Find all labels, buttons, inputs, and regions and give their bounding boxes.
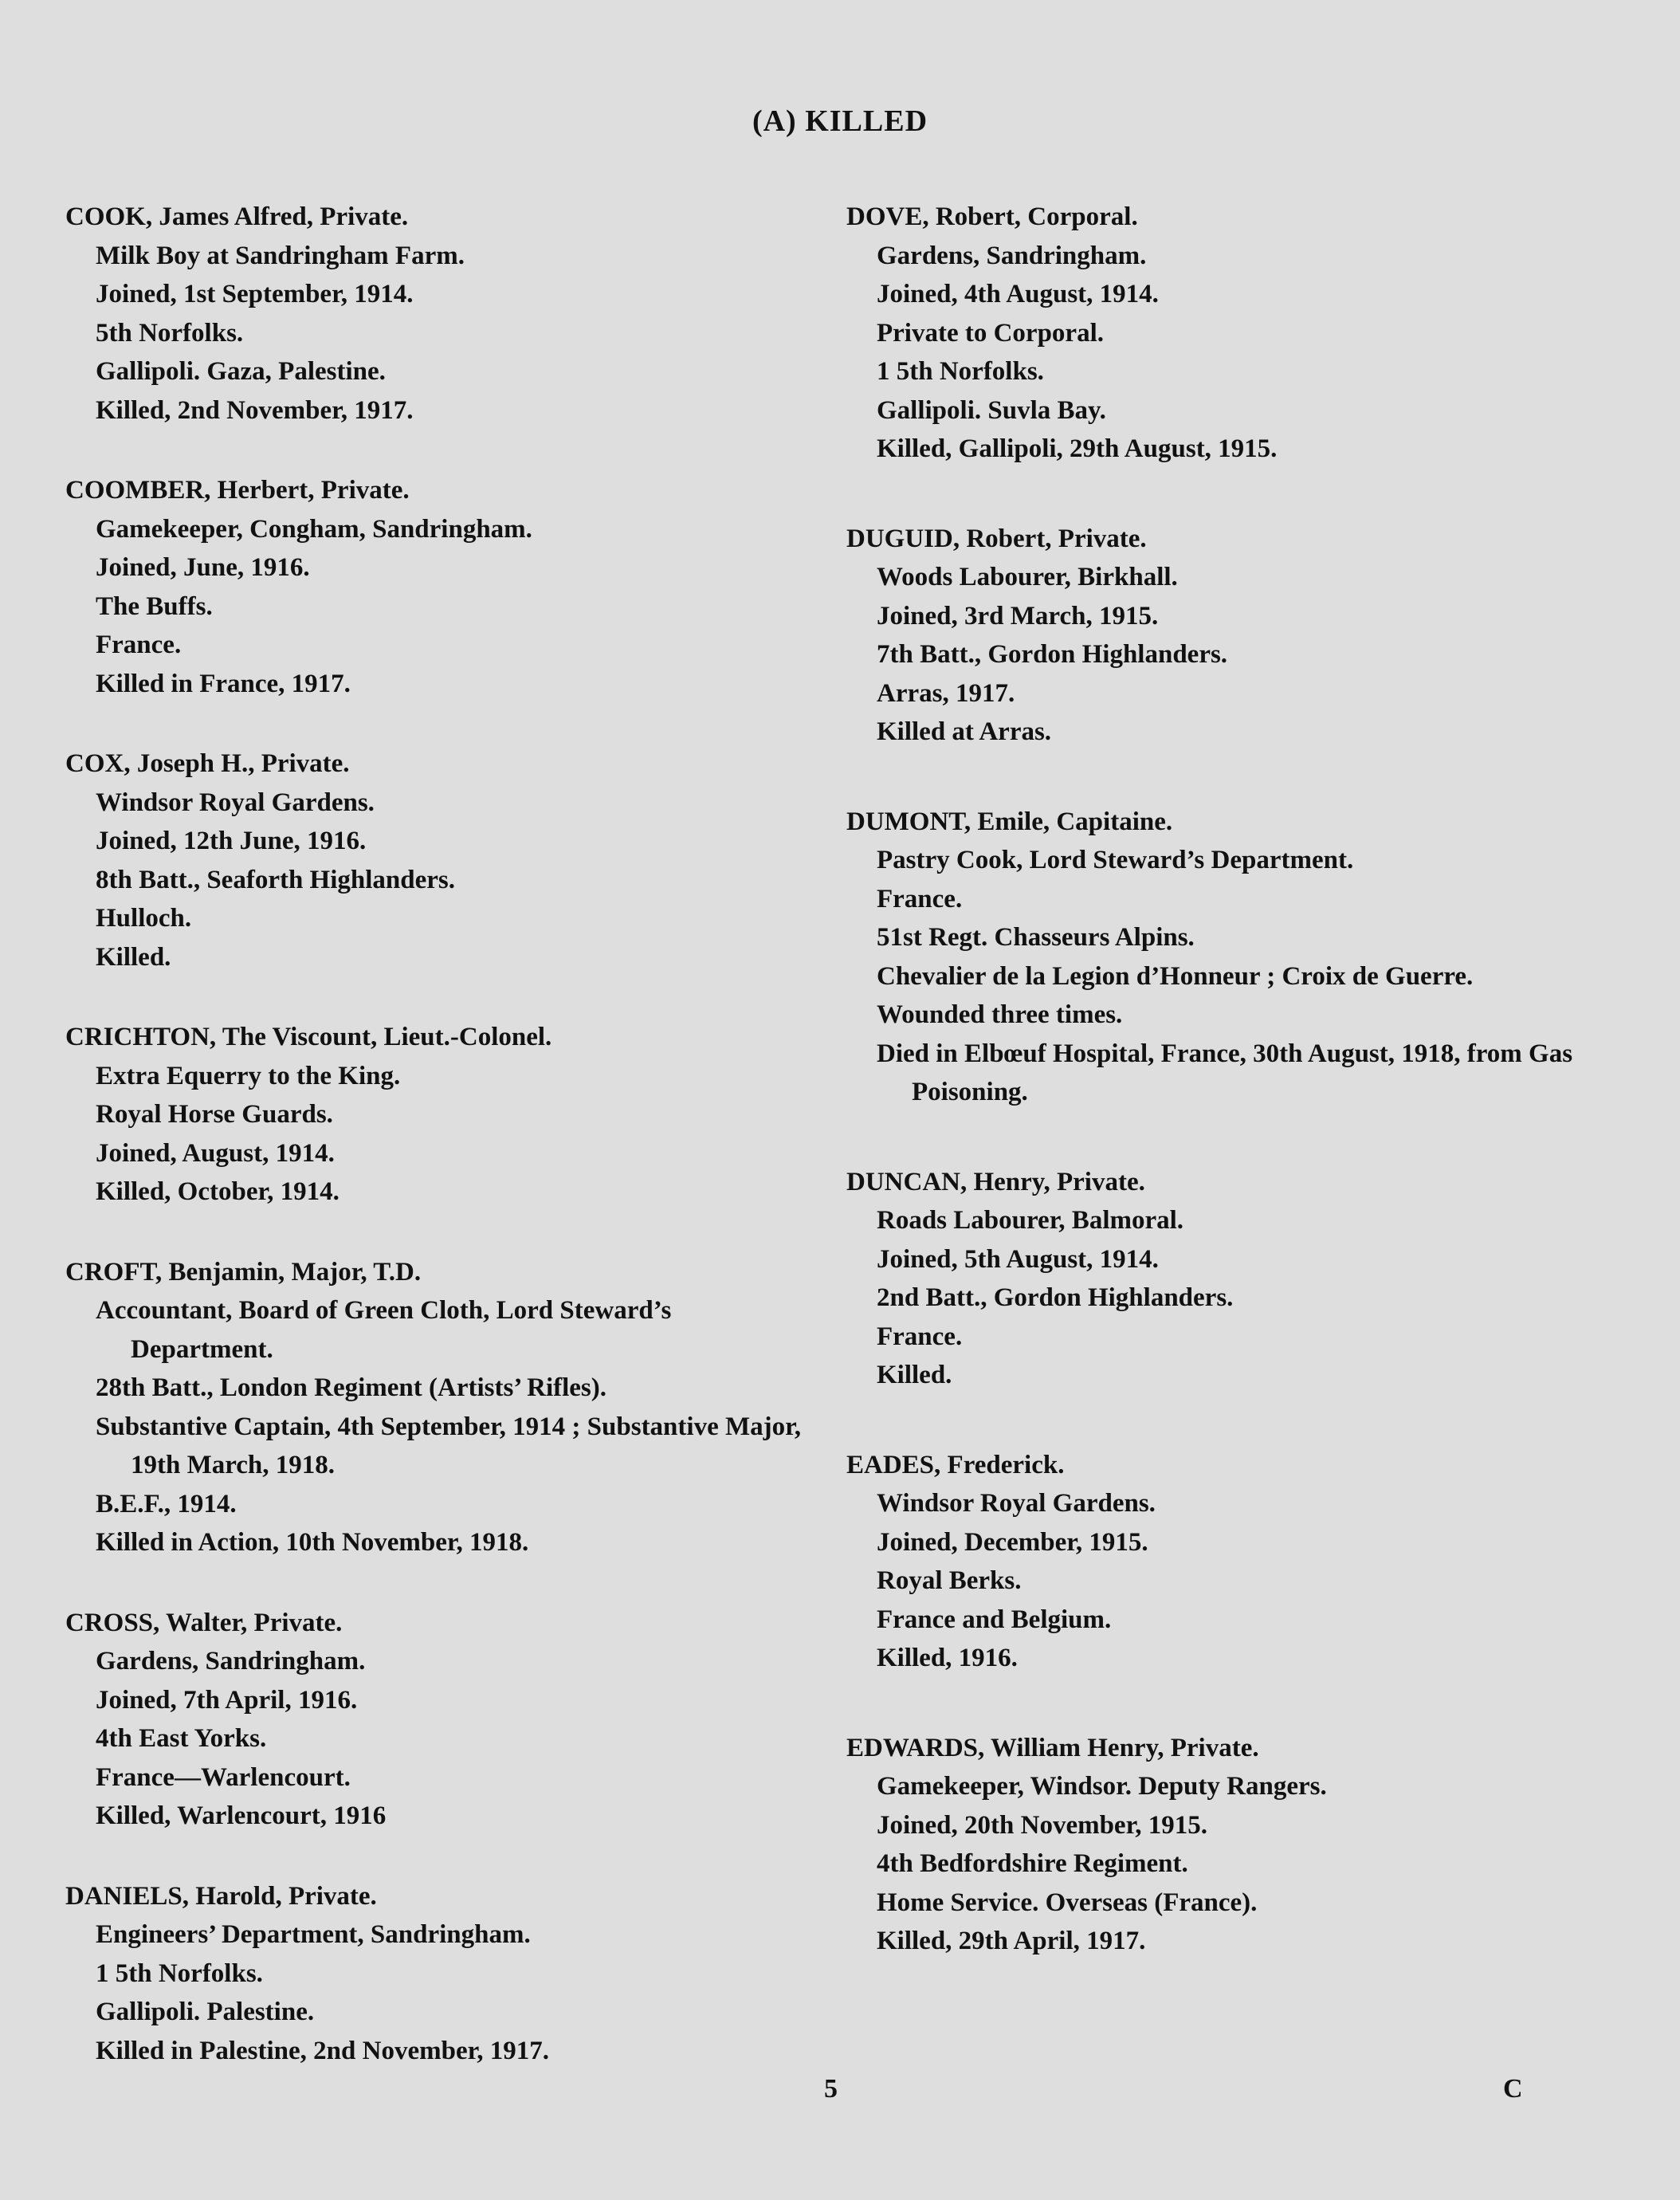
casualty-detail: Private to Corporal. [877, 318, 1104, 348]
casualty-detail: 1 5th Norfolks. [96, 1958, 263, 1988]
casualty-entry [65, 744, 807, 976]
casualty-detail: Killed, October, 1914. [96, 1177, 340, 1206]
casualty-detail: Arras, 1917. [877, 678, 1015, 708]
casualty-detail: Killed in Palestine, 2nd November, 1917. [96, 2036, 549, 2065]
casualty-detail: 5th Norfolks. [96, 318, 244, 348]
casualty-detail: Joined, 12th June, 1916. [96, 827, 367, 855]
casualty-detail: France and Belgium. [877, 1605, 1112, 1634]
casualty-name: EADES, Frederick. [846, 1450, 1065, 1479]
casualty-detail: 28th Batt., London Regiment (Artists’ Rifles). [96, 1373, 607, 1402]
casualty-detail: Died in Elbœuf Hospital, France, 30th August, 1918, from Gas Poisoning. [877, 1039, 1573, 1106]
casualty-detail: Joined, August, 1914. [96, 1138, 335, 1168]
casualty-detail: Killed at Arras. [877, 717, 1052, 746]
casualty-name: COX, Joseph H., Private. [65, 749, 350, 778]
casualty-name: DOVE, Robert, Corporal. [846, 202, 1138, 231]
casualty-entry [846, 1163, 1611, 1395]
entry-spacer [65, 430, 807, 471]
casualty-entry [846, 198, 1611, 469]
casualty-detail: Joined, 3rd March, 1915. [877, 601, 1159, 631]
casualty-detail: The Buffs. [96, 591, 213, 621]
casualty-detail: Killed, Warlencourt, 1916 [96, 1801, 387, 1830]
casualty-detail: Hulloch. [96, 904, 192, 933]
casualty-detail: Killed, Gallipoli, 29th August, 1915. [877, 434, 1278, 463]
casualty-detail: France—Warlencourt. [96, 1762, 351, 1792]
entry-spacer [846, 469, 1611, 520]
casualty-detail: Joined, June, 1916. [96, 553, 310, 582]
casualty-name: COOK, James Alfred, Private. [65, 202, 409, 231]
signature-mark: C [1503, 2074, 1523, 2104]
casualty-detail: Chevalier de la Legion d’Honneur ; Croix de Guerre. [877, 961, 1474, 991]
casualty-detail: Joined, 5th August, 1914. [877, 1244, 1159, 1274]
casualty-entry [65, 1018, 807, 1212]
casualty-detail: Windsor Royal Gardens. [877, 1489, 1156, 1518]
entry-spacer [65, 703, 807, 744]
casualty-detail: Pastry Cook, Lord Steward’s Department. [877, 846, 1354, 874]
page-heading: (A) KILLED [752, 104, 928, 138]
casualty-detail: 4th Bedfordshire Regiment. [877, 1849, 1188, 1878]
casualty-detail: Gamekeeper, Windsor. Deputy Rangers. [877, 1772, 1327, 1801]
casualty-detail: Killed in France, 1917. [96, 669, 351, 698]
casualty-detail: France. [877, 1322, 963, 1351]
casualty-detail: Killed, 2nd November, 1917. [96, 395, 414, 425]
casualty-entry [65, 471, 807, 703]
casualty-name: CRICHTON, The Viscount, Lieut.-Colonel. [65, 1023, 552, 1051]
casualty-detail: Joined, December, 1915. [877, 1527, 1148, 1557]
casualty-detail: Killed. [96, 942, 171, 972]
casualty-entry [846, 520, 1611, 752]
casualty-detail: Killed. [877, 1361, 952, 1389]
casualty-detail: 7th Batt., Gordon Highlanders. [877, 640, 1228, 669]
casualty-detail: Killed, 29th April, 1917. [877, 1927, 1146, 1955]
casualty-detail: Extra Equerry to the King. [96, 1061, 401, 1090]
casualty-detail: Royal Horse Guards. [96, 1100, 333, 1129]
casualty-detail: Joined, 1st September, 1914. [96, 280, 414, 308]
entry-spacer [846, 752, 1611, 803]
casualty-name: DUMONT, Emile, Capitaine. [846, 807, 1173, 836]
entry-spacer [846, 1112, 1611, 1163]
casualty-name: DUNCAN, Henry, Private. [846, 1167, 1145, 1196]
casualty-detail: Gamekeeper, Congham, Sandringham. [96, 514, 532, 544]
casualty-detail: Gardens, Sandringham. [96, 1647, 366, 1676]
casualty-detail: Joined, 7th April, 1916. [96, 1685, 358, 1715]
casualty-entry [846, 803, 1611, 1112]
casualty-detail: Accountant, Board of Green Cloth, Lord Steward’s Department. [96, 1296, 672, 1364]
casualty-detail: Home Service. Overseas (France). [877, 1888, 1258, 1917]
casualty-detail: Gallipoli. Palestine. [96, 1998, 315, 2026]
casualty-detail: 4th East Yorks. [96, 1724, 267, 1753]
casualty-detail: Windsor Royal Gardens. [96, 788, 375, 817]
casualty-detail: Woods Labourer, Birkhall. [877, 563, 1178, 591]
casualty-name: EDWARDS, William Henry, Private. [846, 1733, 1259, 1762]
left-column [65, 198, 807, 2070]
casualty-detail: Gallipoli. Suvla Bay. [877, 395, 1106, 425]
entry-spacer [846, 1678, 1611, 1729]
casualty-entry [846, 1446, 1611, 1678]
casualty-detail: 8th Batt., Seaforth Highlanders. [96, 865, 456, 894]
casualty-detail: 2nd Batt., Gordon Highlanders. [877, 1283, 1234, 1312]
casualty-entry [65, 1877, 807, 2071]
casualty-detail: Killed in Action, 10th November, 1918. [96, 1528, 529, 1557]
entry-spacer [65, 1562, 807, 1604]
right-column [846, 198, 1611, 1961]
casualty-detail: Wounded three times. [877, 1000, 1123, 1029]
casualty-detail: Gardens, Sandringham. [877, 241, 1147, 270]
entry-spacer [846, 1395, 1611, 1446]
entry-spacer [65, 1836, 807, 1877]
casualty-detail: B.E.F., 1914. [96, 1489, 237, 1518]
casualty-name: CROFT, Benjamin, Major, T.D. [65, 1257, 422, 1287]
casualty-entry [65, 1253, 807, 1562]
casualty-name: CROSS, Walter, Private. [65, 1608, 343, 1637]
casualty-name: COOMBER, Herbert, Private. [65, 476, 410, 505]
page-number: 5 [824, 2074, 838, 2104]
entry-spacer [65, 1212, 807, 1253]
casualty-detail: Royal Berks. [877, 1566, 1022, 1595]
casualty-detail: Roads Labourer, Balmoral. [877, 1206, 1184, 1235]
casualty-entry [846, 1729, 1611, 1961]
casualty-name: DANIELS, Harold, Private. [65, 1881, 377, 1911]
casualty-detail: 1 5th Norfolks. [877, 357, 1044, 386]
casualty-detail: Gallipoli. Gaza, Palestine. [96, 357, 386, 386]
casualty-name: DUGUID, Robert, Private. [846, 524, 1147, 553]
casualty-detail: France. [877, 884, 963, 913]
casualty-entry [65, 1604, 807, 1836]
casualty-detail: Joined, 20th November, 1915. [877, 1810, 1207, 1840]
casualty-detail: France. [96, 631, 182, 659]
casualty-detail: Joined, 4th August, 1914. [877, 280, 1159, 308]
casualty-detail: Substantive Captain, 4th September, 1914 ; Substantive Major, 19th March, 1918. [96, 1412, 801, 1479]
casualty-detail: Killed, 1916. [877, 1644, 1018, 1672]
casualty-detail: Milk Boy at Sandringham Farm. [96, 241, 465, 270]
casualty-detail: Engineers’ Department, Sandringham. [96, 1920, 531, 1949]
casualty-entry [65, 198, 807, 430]
entry-spacer [65, 976, 807, 1018]
casualty-detail: 51st Regt. Chasseurs Alpins. [877, 923, 1195, 952]
